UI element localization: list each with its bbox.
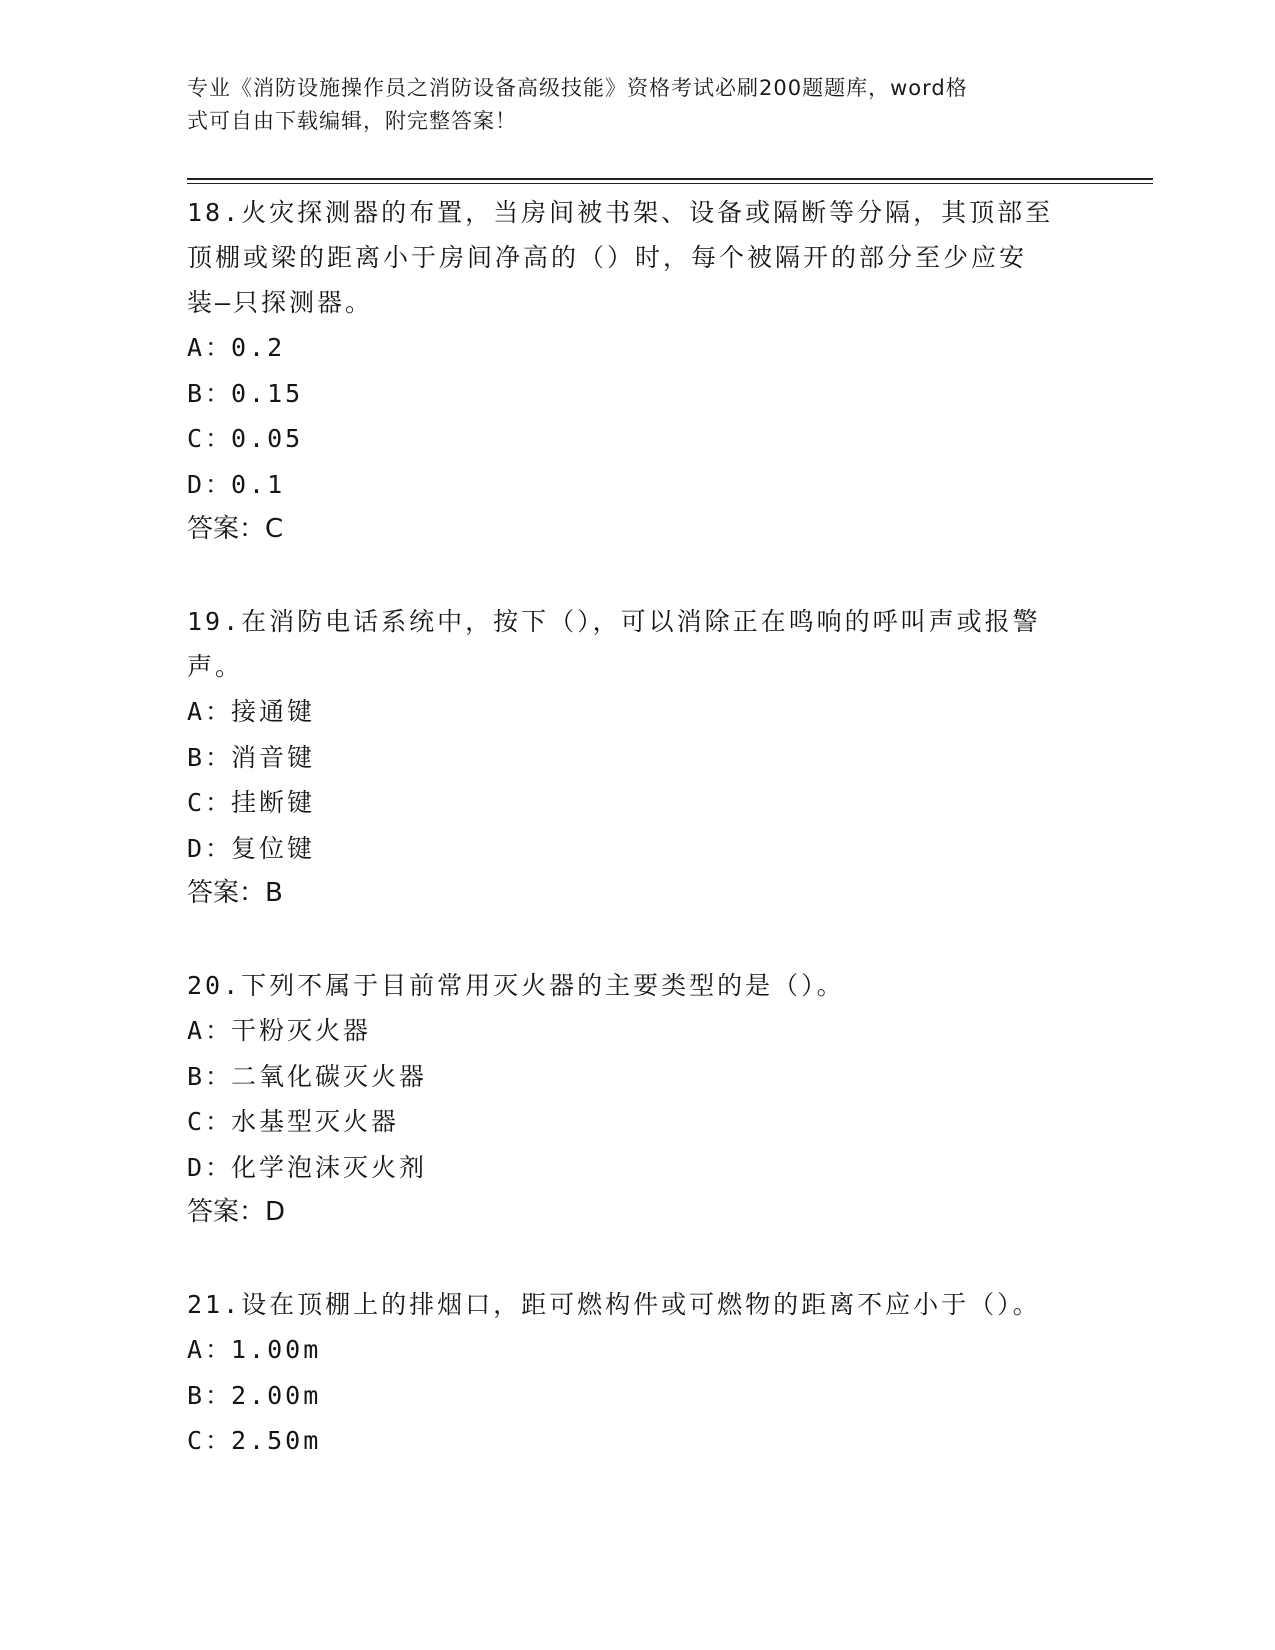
option-text: 接通键: [231, 697, 316, 726]
question-stem-line: 21.设在顶棚上的排烟口，距可燃构件或可燃物的距离不应小于（）。: [187, 1290, 1041, 1319]
answer-key: 答案：B: [187, 878, 283, 908]
option-text: 复位键: [231, 833, 316, 863]
option-letter: A：: [187, 1016, 234, 1045]
answer-option: [187, 371, 1087, 417]
header-line-2: 式可自由下载编辑，附完整答案！: [187, 109, 517, 133]
option-text: 0.2: [231, 333, 286, 362]
option-letter: D：: [187, 833, 234, 863]
answer-option: [187, 780, 1087, 826]
option-text: 消音键: [231, 742, 316, 772]
answer-option: [187, 1008, 1087, 1054]
answer-option: [187, 1099, 1087, 1145]
option-text: 1.00m: [231, 1335, 322, 1364]
question-block: [187, 599, 1087, 916]
question-stem-line: 装—只探测器。: [187, 288, 374, 317]
answer-option: [187, 1054, 1087, 1100]
question-block: [187, 1282, 1087, 1464]
answer-option: [187, 462, 1087, 508]
answer-option: [187, 1145, 1087, 1191]
option-text: 0.1: [231, 469, 286, 499]
answer-option: [187, 735, 1087, 781]
option-letter: C：: [187, 1426, 234, 1455]
header-divider-thin: [187, 183, 1153, 184]
option-letter: B：: [187, 742, 234, 772]
question-stem-line: 20.下列不属于目前常用灭火器的主要类型的是（）。: [187, 971, 845, 1000]
option-text: 水基型灭火器: [231, 1107, 400, 1136]
answer-option: [187, 416, 1087, 462]
option-text: 2.50m: [231, 1426, 322, 1455]
option-letter: C：: [187, 1107, 234, 1136]
question-stem-line: 声。: [187, 652, 244, 681]
option-letter: D：: [187, 469, 234, 499]
answer-option: [187, 689, 1087, 735]
option-letter: C：: [187, 788, 234, 817]
option-letter: B：: [187, 1061, 234, 1091]
answer-key: 答案：D: [187, 1197, 286, 1227]
answer-option: [187, 1373, 1087, 1419]
option-text: 化学泡沫灭火剂: [231, 1152, 428, 1182]
answer-option: [187, 826, 1087, 872]
document-header: [187, 72, 1067, 138]
question-list: [187, 190, 1087, 1511]
option-text: 0.05: [231, 424, 304, 453]
option-text: 挂断键: [231, 788, 316, 817]
question-block: [187, 963, 1087, 1235]
option-letter: A：: [187, 333, 234, 362]
question-stem-line: 18.火灾探测器的布置，当房间被书架、设备或隔断等分隔，其顶部至: [187, 198, 1054, 227]
answer-option: [187, 1418, 1087, 1464]
option-text: 二氧化碳灭火器: [231, 1061, 428, 1091]
question-stem-line: 顶棚或梁的距离小于房间净高的（）时，每个被隔开的部分至少应安: [187, 243, 1028, 272]
option-letter: B：: [187, 1380, 234, 1410]
option-letter: D：: [187, 1152, 234, 1182]
option-text: 干粉灭火器: [231, 1016, 372, 1045]
option-text: 2.00m: [231, 1380, 322, 1410]
answer-option: [187, 1327, 1087, 1373]
answer-option: [187, 325, 1087, 371]
answer-key: 答案：C: [187, 514, 284, 544]
question-stem-line: 19.在消防电话系统中，按下（），可以消除正在鸣响的呼叫声或报警: [187, 607, 1041, 636]
header-divider-thick: [187, 178, 1153, 180]
question-block: [187, 190, 1087, 552]
header-line-1: 专业《消防设施操作员之消防设备高级技能》资格考试必刷200题题库，word格: [187, 76, 968, 100]
option-letter: C：: [187, 424, 234, 453]
option-text: 0.15: [231, 378, 304, 408]
option-letter: A：: [187, 1335, 234, 1364]
option-letter: A：: [187, 697, 234, 726]
option-letter: B：: [187, 378, 234, 408]
